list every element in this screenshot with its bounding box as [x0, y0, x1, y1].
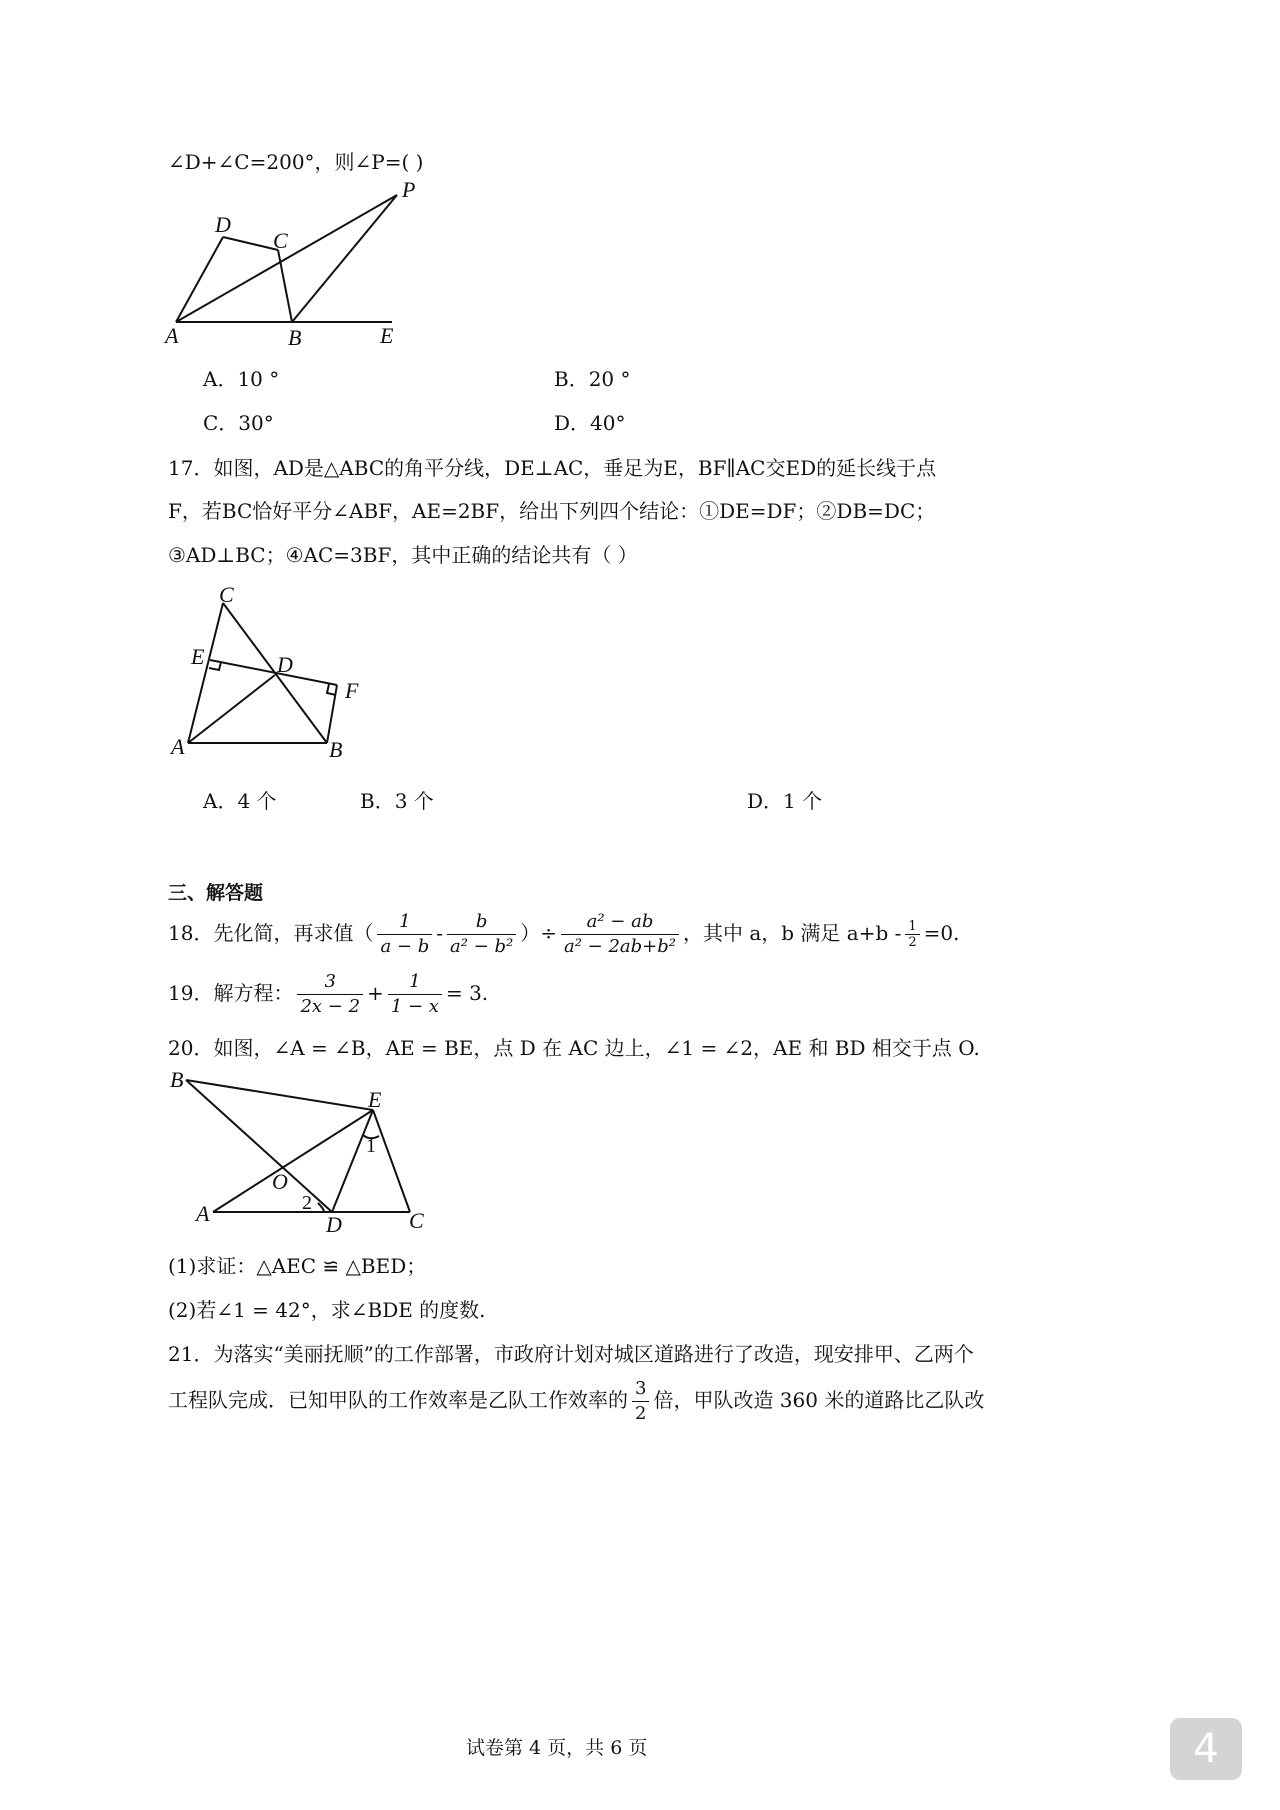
- q16-option-a[interactable]: A．10 °: [203, 367, 280, 391]
- q17-stem-line2: F，若BC恰好平分∠ABF，AE=2BF，给出下列四个结论：①DE=DF；②DB=DC；: [168, 499, 936, 523]
- section-title: 三、解答题: [168, 882, 264, 904]
- q20-label-b: B: [170, 1067, 184, 1092]
- q21-line2: [168, 1370, 984, 1430]
- q16-label-c: C: [273, 228, 288, 253]
- q18-fraction-2: $\frac{b}{\text{a² − b²}}$: [447, 910, 516, 959]
- q16-stem: ∠D+∠C=200°，则∠P=( ): [168, 150, 424, 174]
- q17-label-e: E: [191, 644, 205, 669]
- q17-option-d[interactable]: D．1 个: [747, 789, 823, 813]
- footer-page-info: 试卷第 4 页，共 6 页: [466, 1737, 648, 1759]
- q19-plus: +: [367, 981, 384, 1005]
- q21-fraction: $\frac{3}{2}$: [632, 1377, 649, 1426]
- q20-label-c: C: [409, 1208, 424, 1233]
- q16-figure: [160, 175, 430, 355]
- q16-label-e: E: [380, 323, 394, 348]
- q18-fraction-1: $\frac{1}{a - b}$: [377, 910, 432, 959]
- q17-label-c: C: [219, 582, 234, 607]
- q18-suffix-b: =0.: [923, 921, 960, 945]
- q17-option-a[interactable]: A．4 个: [203, 789, 277, 813]
- q18-line: [168, 905, 960, 961]
- q17-label-a: A: [171, 734, 185, 759]
- q20-part1: (1)求证：△AEC ≌ △BED；: [168, 1254, 427, 1278]
- q20-label-e: E: [368, 1087, 382, 1112]
- q18-fraction-3: $\frac{\text{a² − ab}}{\text{a² − 2ab+b²}}$: [561, 910, 679, 959]
- q19-prefix: 19．解方程：: [168, 981, 294, 1005]
- q19-fraction-1: $\frac{3}{2x - 2}$: [297, 970, 363, 1019]
- page-number-badge: 4: [1170, 1718, 1242, 1780]
- q20-stem: 20．如图，∠A = ∠B，AE = BE，点 D 在 AC 边上，∠1 = ∠2，AE 和 BD 相交于点 O.: [168, 1036, 980, 1060]
- q18-minus: -: [436, 921, 443, 945]
- q18-suffix-a: ，其中 a，b 满足 a+b -: [682, 921, 902, 945]
- q20-label-1: 1: [366, 1135, 376, 1157]
- q18-half: $\frac{1}{2}$: [905, 919, 919, 950]
- q21-line2-b: 倍，甲队改造 360 米的道路比乙队改: [653, 1388, 985, 1412]
- q17-figure: [165, 580, 380, 765]
- q16-label-d: D: [215, 212, 231, 237]
- q20-label-o: O: [272, 1169, 288, 1194]
- q16-label-a: A: [165, 323, 179, 348]
- q20-figure: [160, 1065, 440, 1240]
- q16-option-d[interactable]: D．40°: [554, 411, 626, 435]
- q17-label-b: B: [329, 737, 343, 762]
- q17-stem-line3: ③AD⊥BC；④AC=3BF，其中正确的结论共有（ ）: [168, 543, 638, 567]
- q20-label-a: A: [196, 1201, 210, 1226]
- q16-option-c[interactable]: C．30°: [203, 411, 274, 435]
- q21-line1: 21．为落实“美丽抚顺”的工作部署，市政府计划对城区道路进行了改造，现安排甲、乙两个: [168, 1342, 974, 1366]
- q16-label-p: P: [402, 177, 416, 202]
- q19-line: [168, 965, 488, 1021]
- q17-label-d: D: [277, 652, 293, 677]
- q20-label-d: D: [326, 1212, 342, 1237]
- q17-option-b[interactable]: B．3 个: [360, 789, 434, 813]
- q18-divide: ）÷: [520, 921, 557, 945]
- q17-stem-line1: 17．如图，AD是△ABC的角平分线，DE⊥AC，垂足为E，BF∥AC交ED的延长线于点: [168, 456, 937, 480]
- q18-prefix: 18．先化简，再求值（: [168, 921, 374, 945]
- q20-label-2: 2: [302, 1192, 312, 1214]
- q19-suffix: = 3.: [445, 981, 489, 1005]
- q21-line2-a: 工程队完成．已知甲队的工作效率是乙队工作效率的: [168, 1388, 628, 1412]
- q16-option-b[interactable]: B．20 °: [554, 367, 631, 391]
- q16-label-b: B: [288, 325, 302, 350]
- q17-label-f: F: [345, 678, 359, 703]
- q20-part2: (2)若∠1 = 42°，求∠BDE 的度数.: [168, 1298, 486, 1322]
- q19-fraction-2: $\frac{1}{1 - x}$: [388, 970, 442, 1019]
